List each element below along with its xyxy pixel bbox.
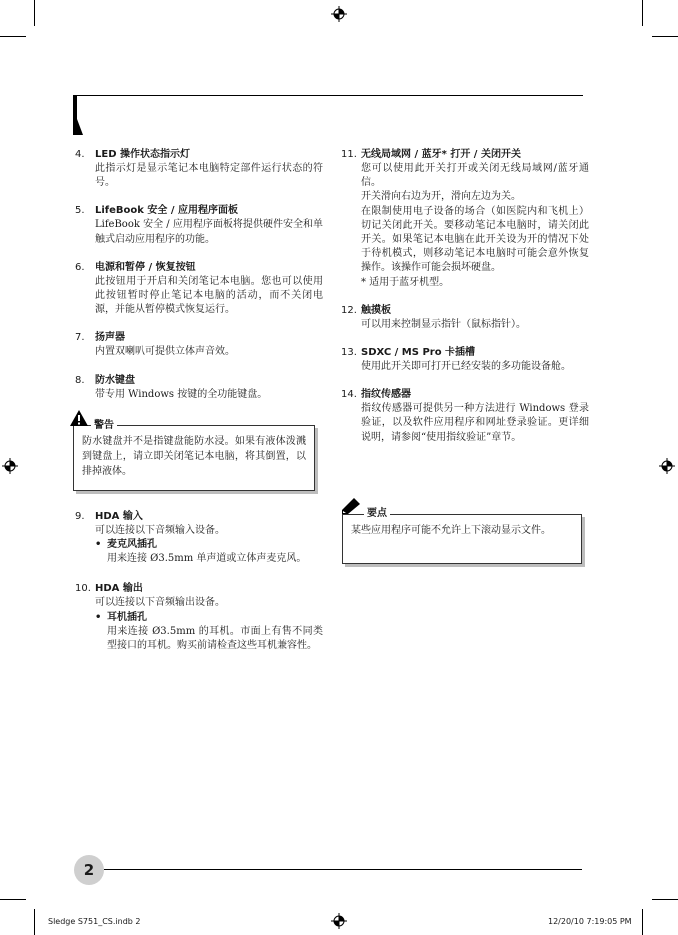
note-box [342, 514, 582, 564]
item-body: LifeBook 安全 / 应用程序面板将提供硬件安全和单触式启动应用程序的功能。 [95, 219, 323, 245]
item-title: 电源和暂停 / 恢复按钮 [95, 261, 196, 273]
note-text: 某些应用程序可能不允许上下滚动显示文件。 [351, 525, 551, 536]
sub-item-title: 麦克风插孔 [107, 539, 157, 551]
item-body: 可以连接以下音频输出设备。 [95, 597, 225, 609]
note-label: 要点 [364, 504, 390, 519]
item-number: 9. [75, 511, 85, 522]
list-item [75, 204, 323, 246]
item-title: 无线局域网 / 蓝牙* 打开 / 关闭开关 [361, 149, 521, 160]
left-column [75, 148, 323, 416]
item-number: 12. [341, 304, 357, 316]
item-body-line: 在限制使用电子设备的场合（如医院内和飞机上）切记关闭此开关。要移动笔记本电脑时，请关闭此开关。如果笔记本电脑在此开关设为开的情况下处于待机模式，则移动笔记本电脑时可能会意外恢复操作。该操作可能会损坏硬盘。 [361, 205, 589, 274]
warning-triangle-icon [70, 410, 88, 426]
item-number: 8. [75, 374, 85, 386]
item-body: 内置双喇叭可提供立体声音效。 [95, 346, 235, 358]
item-body-line: 使用此开关即可打开已经安装的多功能设备舱。 [361, 361, 571, 373]
item-number: 5. [75, 205, 85, 217]
item-title: LifeBook 安全 / 应用程序面板 [95, 205, 239, 217]
header-rule [73, 95, 583, 122]
registration-mark-right [659, 458, 675, 474]
item-number: 10. [75, 583, 91, 595]
item-title: 扬声器 [95, 332, 125, 344]
item-body-line: 指纹传感器可提供另一种方法进行 Windows 登录验证，以及软件应用程序和网址登录验证。更详细说明，请参阅“使用指纹验证”章节。 [361, 403, 589, 443]
item-title: SDXC / MS Pro 卡插槽 [361, 347, 476, 359]
sub-item [95, 538, 323, 566]
item-number: 14. [341, 389, 357, 401]
bullet-icon: • [95, 611, 102, 623]
registration-mark-top [331, 6, 347, 22]
item-body: 此按钮用于开启和关闭笔记本电脑。您也可以使用此按钮暂时停止笔记本电脑的活动，而不关闭电源，并能从暂停模式恢复运行。 [95, 275, 323, 316]
left-column-lower [75, 510, 323, 667]
warning-label: 警告 [91, 416, 117, 431]
list-item [341, 304, 589, 332]
item-title: LED 操作状态指示灯 [95, 149, 190, 160]
footer-filename: Sledge S751_CS.indb 2 [48, 917, 141, 926]
item-body-line: 开关滑向右边为开，滑向左边为关。 [361, 191, 521, 203]
item-number: 6. [75, 261, 85, 273]
item-title: 防水键盘 [95, 374, 135, 386]
sub-item-title: 耳机插孔 [107, 611, 147, 623]
warning-text: 防水键盘并不是指键盘能防水浸。如果有液体泼溅到键盘上，请立即关闭笔记本电脑，将其倒置，以排掉液体。 [82, 436, 306, 477]
item-body-line: 可以用来控制显示指针（鼠标指针）。 [361, 318, 526, 330]
list-item [341, 148, 589, 290]
registration-mark-left [2, 458, 18, 474]
list-item [75, 510, 323, 566]
sub-item-body: 用来连接 Ø3.5mm 的耳机。市面上有售不同类型接口的耳机。购买前请检查这些耳机兼容性。 [107, 625, 323, 651]
warning-box [73, 425, 315, 491]
list-item [75, 261, 323, 318]
item-footnote: * 适用于蓝牙机型。 [361, 276, 450, 288]
list-item [75, 148, 323, 190]
item-number: 13. [341, 347, 357, 359]
item-title: HDA 输出 [95, 583, 143, 595]
sub-item-body: 用来连接 Ø3.5mm 单声道或立体声麦克风。 [107, 553, 307, 565]
item-title: 触摸板 [361, 304, 391, 316]
item-title: HDA 输入 [95, 511, 143, 522]
bullet-icon: • [95, 539, 102, 551]
item-number: 4. [75, 149, 85, 160]
pencil-icon [340, 496, 362, 514]
item-body: 可以连接以下音频输入设备。 [95, 525, 225, 536]
sub-item [95, 611, 323, 653]
item-title: 指纹传感器 [361, 389, 411, 401]
item-body: 此指示灯是显示笔记本电脑特定部件运行状态的符号。 [95, 163, 323, 189]
list-item [341, 388, 589, 445]
list-item [75, 582, 323, 653]
list-item [341, 346, 589, 374]
header-tab-mark [73, 95, 83, 135]
list-item [75, 374, 323, 402]
registration-mark-bottom [331, 913, 347, 929]
item-body: 带专用 Windows 按键的全功能键盘。 [95, 388, 268, 400]
page-number: 2 [74, 855, 104, 885]
footer-timestamp: 12/20/10 7:19:05 PM [548, 917, 632, 926]
item-body-line: 您可以使用此开关打开或关闭无线局域网/蓝牙通信。 [361, 163, 589, 189]
list-item [75, 331, 323, 359]
item-number: 7. [75, 332, 85, 344]
item-number: 11. [341, 149, 357, 160]
right-column [341, 148, 589, 459]
